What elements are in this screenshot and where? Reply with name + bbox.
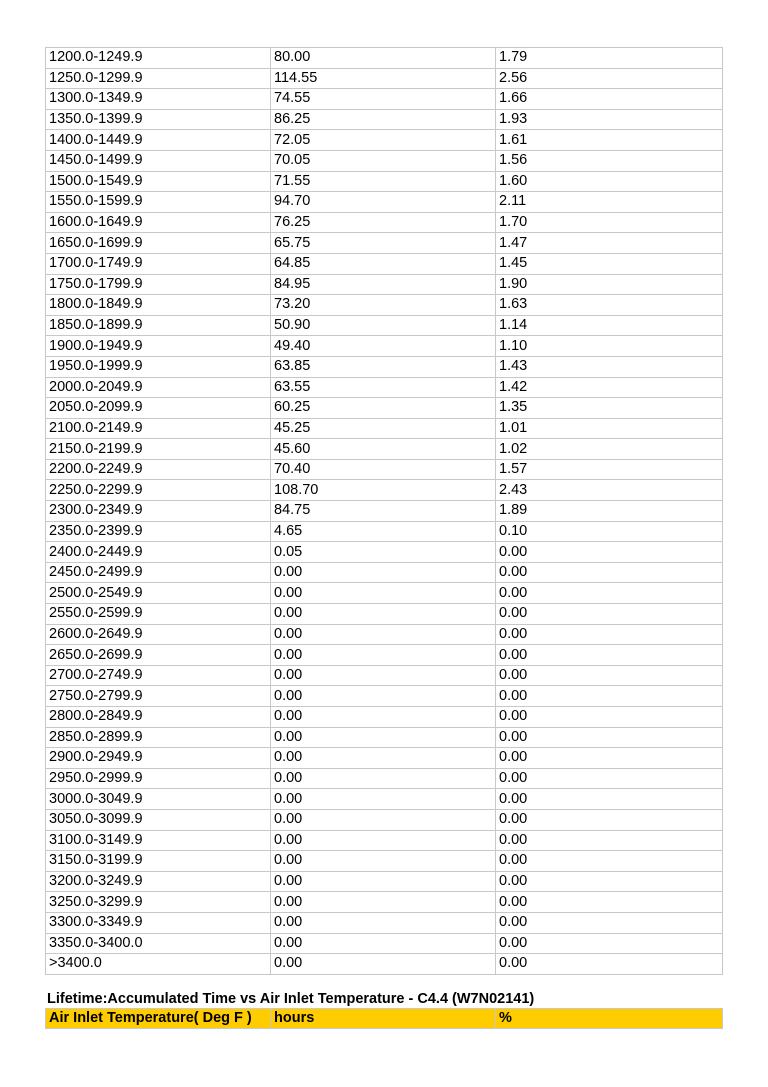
- temperature-range-cell: 2000.0-2049.9: [46, 377, 271, 398]
- temperature-range-cell: 3350.0-3400.0: [46, 933, 271, 954]
- temperature-range-cell: 1800.0-1849.9: [46, 295, 271, 316]
- percent-cell: 1.63: [496, 295, 723, 316]
- table-row: [46, 562, 723, 583]
- temperature-range-cell: 3150.0-3199.9: [46, 851, 271, 872]
- table-row: [46, 459, 723, 480]
- temperature-range-cell: 2050.0-2099.9: [46, 398, 271, 419]
- table-row: [46, 295, 723, 316]
- percent-cell: 1.02: [496, 439, 723, 460]
- percent-cell: 0.00: [496, 707, 723, 728]
- table-row: [46, 789, 723, 810]
- hours-cell: 0.00: [271, 645, 496, 666]
- percent-cell: 0.00: [496, 912, 723, 933]
- temperature-range-cell: 1300.0-1349.9: [46, 89, 271, 110]
- percent-cell: 1.10: [496, 336, 723, 357]
- temperature-range-cell: 2850.0-2899.9: [46, 727, 271, 748]
- table-row: [46, 645, 723, 666]
- percent-cell: 1.60: [496, 171, 723, 192]
- percent-cell: 2.11: [496, 192, 723, 213]
- percent-cell: 0.00: [496, 871, 723, 892]
- hours-cell: 0.00: [271, 562, 496, 583]
- temperature-range-cell: 1650.0-1699.9: [46, 233, 271, 254]
- percent-cell: 1.45: [496, 253, 723, 274]
- percent-cell: 0.00: [496, 562, 723, 583]
- hours-cell: 60.25: [271, 398, 496, 419]
- temperature-range-cell: 1600.0-1649.9: [46, 212, 271, 233]
- hours-cell: 0.00: [271, 892, 496, 913]
- table-row: [46, 89, 723, 110]
- hours-cell: 86.25: [271, 109, 496, 130]
- temperature-range-cell: 3100.0-3149.9: [46, 830, 271, 851]
- temperature-range-cell: 2750.0-2799.9: [46, 686, 271, 707]
- percent-cell: 1.56: [496, 150, 723, 171]
- percent-cell: 0.00: [496, 604, 723, 625]
- percent-cell: 0.00: [496, 768, 723, 789]
- percent-cell: 1.61: [496, 130, 723, 151]
- temperature-range-cell: 2500.0-2549.9: [46, 583, 271, 604]
- temperature-range-cell: 2400.0-2449.9: [46, 542, 271, 563]
- percent-cell: 0.00: [496, 933, 723, 954]
- table-row: [46, 233, 723, 254]
- hours-cell: 0.00: [271, 851, 496, 872]
- percent-cell: 1.57: [496, 459, 723, 480]
- table-row: [46, 624, 723, 645]
- table-row: [46, 398, 723, 419]
- hours-cell: 71.55: [271, 171, 496, 192]
- percent-cell: 1.93: [496, 109, 723, 130]
- temperature-range-cell: 2350.0-2399.9: [46, 521, 271, 542]
- hours-cell: 76.25: [271, 212, 496, 233]
- temperature-range-cell: 2250.0-2299.9: [46, 480, 271, 501]
- table-row: [46, 336, 723, 357]
- percent-cell: 1.01: [496, 418, 723, 439]
- hours-cell: 108.70: [271, 480, 496, 501]
- table-row: [46, 954, 723, 975]
- percent-cell: 2.43: [496, 480, 723, 501]
- hours-cell: 4.65: [271, 521, 496, 542]
- percent-cell: 1.90: [496, 274, 723, 295]
- percent-cell: 0.00: [496, 851, 723, 872]
- table-row: [46, 727, 723, 748]
- hours-cell: 64.85: [271, 253, 496, 274]
- percent-cell: 1.42: [496, 377, 723, 398]
- hours-cell: 0.00: [271, 686, 496, 707]
- hours-cell: 0.00: [271, 830, 496, 851]
- hours-cell: 45.60: [271, 439, 496, 460]
- table-row: [46, 212, 723, 233]
- table-row: [46, 192, 723, 213]
- temperature-range-cell: 3300.0-3349.9: [46, 912, 271, 933]
- percent-cell: 0.00: [496, 830, 723, 851]
- temperature-range-cell: 1950.0-1999.9: [46, 356, 271, 377]
- table-row: [46, 48, 723, 69]
- table-row: [46, 109, 723, 130]
- table-row: [46, 542, 723, 563]
- table-row: [46, 521, 723, 542]
- table-row: [46, 748, 723, 769]
- temperature-range-cell: 2100.0-2149.9: [46, 418, 271, 439]
- table-row: [46, 851, 723, 872]
- temperature-range-cell: 2950.0-2999.9: [46, 768, 271, 789]
- table-header: [45, 1008, 723, 1029]
- percent-cell: 0.00: [496, 809, 723, 830]
- temperature-range-cell: 1350.0-1399.9: [46, 109, 271, 130]
- temperature-range-cell: 3200.0-3249.9: [46, 871, 271, 892]
- hours-cell: 94.70: [271, 192, 496, 213]
- temperature-range-cell: 3000.0-3049.9: [46, 789, 271, 810]
- hours-cell: 0.00: [271, 954, 496, 975]
- table-row: [46, 150, 723, 171]
- hours-cell: 0.00: [271, 604, 496, 625]
- temperature-range-cell: 2900.0-2949.9: [46, 748, 271, 769]
- table-row: [46, 501, 723, 522]
- temperature-range-cell: 1500.0-1549.9: [46, 171, 271, 192]
- header-row: [46, 1009, 723, 1029]
- hours-cell: 0.00: [271, 624, 496, 645]
- hours-cell: 72.05: [271, 130, 496, 151]
- temperature-range-cell: 2150.0-2199.9: [46, 439, 271, 460]
- hours-cell: 49.40: [271, 336, 496, 357]
- temperature-range-cell: 2550.0-2599.9: [46, 604, 271, 625]
- table-row: [46, 68, 723, 89]
- percent-cell: 0.00: [496, 624, 723, 645]
- percent-cell: 0.10: [496, 521, 723, 542]
- percent-cell: 1.66: [496, 89, 723, 110]
- percent-cell: 1.14: [496, 315, 723, 336]
- table-row: [46, 315, 723, 336]
- table-row: [46, 171, 723, 192]
- temperature-range-cell: 2200.0-2249.9: [46, 459, 271, 480]
- temperature-range-cell: 2450.0-2499.9: [46, 562, 271, 583]
- table-row: [46, 707, 723, 728]
- hours-cell: 0.00: [271, 768, 496, 789]
- table-row: [46, 768, 723, 789]
- hours-cell: 73.20: [271, 295, 496, 316]
- table-row: [46, 130, 723, 151]
- percent-cell: 1.43: [496, 356, 723, 377]
- temperature-range-cell: 2600.0-2649.9: [46, 624, 271, 645]
- table-row: [46, 356, 723, 377]
- table-row: [46, 809, 723, 830]
- temperature-range-cell: 3050.0-3099.9: [46, 809, 271, 830]
- temperature-range-cell: 1900.0-1949.9: [46, 336, 271, 357]
- temperature-range-cell: 1400.0-1449.9: [46, 130, 271, 151]
- temperature-range-cell: 1550.0-1599.9: [46, 192, 271, 213]
- hours-cell: 0.00: [271, 707, 496, 728]
- temperature-table: [45, 47, 723, 975]
- percent-cell: 0.00: [496, 954, 723, 975]
- hours-cell: 0.00: [271, 933, 496, 954]
- table-row: [46, 830, 723, 851]
- hours-cell: 63.85: [271, 356, 496, 377]
- table-row: [46, 604, 723, 625]
- temperature-range-cell: 1700.0-1749.9: [46, 253, 271, 274]
- percent-cell: 0.00: [496, 542, 723, 563]
- hours-cell: 0.05: [271, 542, 496, 563]
- table-row: [46, 274, 723, 295]
- hours-cell: 45.25: [271, 418, 496, 439]
- hours-cell: 65.75: [271, 233, 496, 254]
- temperature-range-cell: 1450.0-1499.9: [46, 150, 271, 171]
- table-row: [46, 665, 723, 686]
- temperature-table-body: [46, 48, 723, 975]
- table-row: [46, 686, 723, 707]
- hours-cell: 0.00: [271, 665, 496, 686]
- table-caption: Lifetime:Accumulated Time vs Air Inlet Temperature - C4.4 (W7N02141): [47, 991, 535, 1007]
- hours-cell: 80.00: [271, 48, 496, 69]
- table-row: [46, 892, 723, 913]
- temperature-range-cell: 1750.0-1799.9: [46, 274, 271, 295]
- percent-cell: 0.00: [496, 748, 723, 769]
- table-row: [46, 480, 723, 501]
- table-row: [46, 253, 723, 274]
- temperature-range-cell: 3250.0-3299.9: [46, 892, 271, 913]
- temperature-range-cell: 2650.0-2699.9: [46, 645, 271, 666]
- percent-cell: 1.35: [496, 398, 723, 419]
- percent-cell: 2.56: [496, 68, 723, 89]
- table-row: [46, 377, 723, 398]
- hours-cell: 0.00: [271, 727, 496, 748]
- header-hours: hours: [271, 1009, 496, 1029]
- hours-cell: 84.95: [271, 274, 496, 295]
- hours-cell: 70.05: [271, 150, 496, 171]
- table-row: [46, 933, 723, 954]
- temperature-range-cell: 2300.0-2349.9: [46, 501, 271, 522]
- table-row: [46, 418, 723, 439]
- hours-cell: 0.00: [271, 789, 496, 810]
- temperature-range-cell: 1850.0-1899.9: [46, 315, 271, 336]
- hours-cell: 0.00: [271, 748, 496, 769]
- hours-cell: 0.00: [271, 583, 496, 604]
- percent-cell: 0.00: [496, 645, 723, 666]
- hours-cell: 0.00: [271, 871, 496, 892]
- percent-cell: 0.00: [496, 892, 723, 913]
- hours-cell: 114.55: [271, 68, 496, 89]
- header-percent: %: [496, 1009, 723, 1029]
- temperature-range-cell: 2800.0-2849.9: [46, 707, 271, 728]
- percent-cell: 0.00: [496, 665, 723, 686]
- temperature-range-cell: 2700.0-2749.9: [46, 665, 271, 686]
- temperature-range-cell: 1200.0-1249.9: [46, 48, 271, 69]
- percent-cell: 0.00: [496, 789, 723, 810]
- hours-cell: 0.00: [271, 809, 496, 830]
- percent-cell: 0.00: [496, 583, 723, 604]
- hours-cell: 0.00: [271, 912, 496, 933]
- table-row: [46, 871, 723, 892]
- percent-cell: 1.47: [496, 233, 723, 254]
- temperature-range-cell: 1250.0-1299.9: [46, 68, 271, 89]
- table-row: [46, 439, 723, 460]
- table-row: [46, 583, 723, 604]
- percent-cell: 1.89: [496, 501, 723, 522]
- percent-cell: 1.79: [496, 48, 723, 69]
- hours-cell: 74.55: [271, 89, 496, 110]
- hours-cell: 84.75: [271, 501, 496, 522]
- header-temperature: Air Inlet Temperature( Deg F ): [46, 1009, 271, 1029]
- percent-cell: 0.00: [496, 686, 723, 707]
- hours-cell: 50.90: [271, 315, 496, 336]
- table-row: [46, 912, 723, 933]
- hours-cell: 63.55: [271, 377, 496, 398]
- hours-cell: 70.40: [271, 459, 496, 480]
- percent-cell: 1.70: [496, 212, 723, 233]
- percent-cell: 0.00: [496, 727, 723, 748]
- temperature-range-cell: >3400.0: [46, 954, 271, 975]
